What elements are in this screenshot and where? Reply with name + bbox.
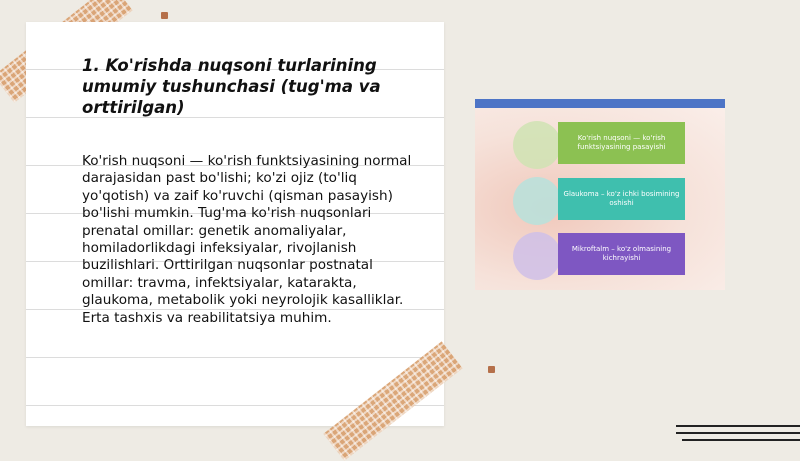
card-body-text: Ko'rish nuqsoni — ko'rish funktsiyasining normal darajasidan past bo'lishi; ko'zi ojiz (to'liq yo'qotish) va zaif ko'ruvchi (qisman pasayish) bo'lishi mumkin. Tug'ma ko'rish nuqsonlari prenatal omillar: genetik anomaliyalar, homiladorlikdagi infeksiyalar, rivojlanish buzilishlari. Orttirilgan nuqsonlar postnatal omillar: travma, infektsiyalar, katarakta, glaukoma, metabolik yoki neyrolojik kasalliklar. Erta tashxis va reabilitatsiya muhim.: [82, 153, 412, 326]
decorative-line: [676, 425, 800, 427]
slide-header-bar: [475, 99, 725, 108]
decorative-line: [676, 432, 800, 434]
decorative-line: [682, 439, 800, 441]
slide-item-1-circle: [513, 121, 561, 169]
slide-item-3-box: Mikroftalm – ko'z olmasining kichrayishi: [558, 233, 685, 275]
card-title: 1. Ko'rishda nuqsoni turlarining umumiy tushunchasi (tug'ma va orttirilgan): [82, 56, 381, 117]
tape-pin-bottom: [488, 366, 495, 373]
slide-thumbnail: [475, 99, 725, 290]
slide-item-2-circle: [513, 177, 561, 225]
tape-pin-top: [161, 12, 168, 19]
slide-item-3-circle: [513, 232, 561, 280]
slide-item-1-box: Ko'rish nuqsoni — ko'rish funktsiyasining pasayishi: [558, 122, 685, 164]
slide-item-2-box: Glaukoma – ko'z ichki bosimining oshishi: [558, 178, 685, 220]
